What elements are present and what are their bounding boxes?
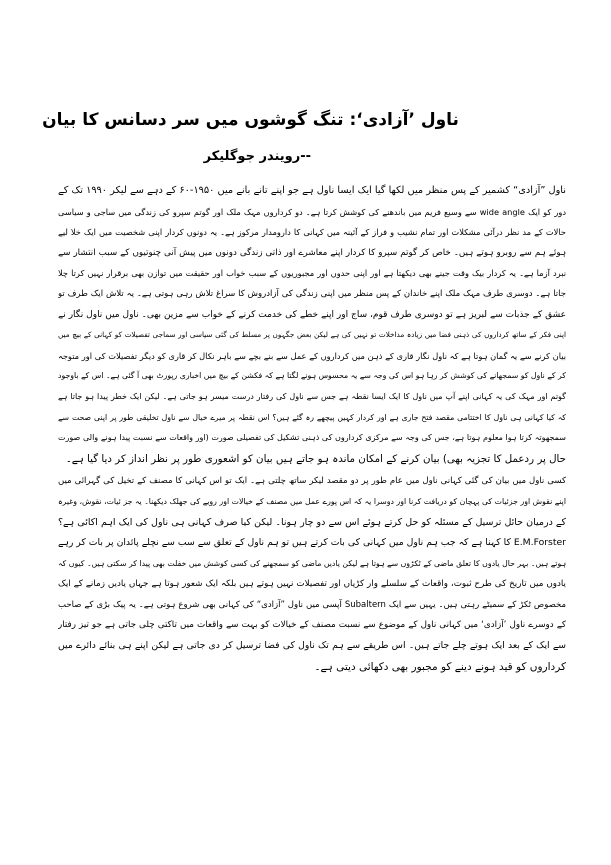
text-line: کسی ناول میں بیان کی گئی کہانی ناول میں عام طور پر دو مقصد لیکر ساتھ چلتی ہے۔ ایک تو اس کہانی کا مصنف کے تخیل کی گہرائی میں [58,476,566,487]
text-line: E.M.Forster کا کہنا ہے کہ جب ہم ناول میں کہانی کی بات کرتے ہیں تو ہم ناول کے تعلق سے سب سے نچلے پائدان پر بات کر رہے [58,537,566,549]
text-line: گوتم اور مہک کی یہ کہانی اپنے آپ میں ناول کا ایک ایسا نقطہ ہے جس سے ناول کی رفتار درست میسر ہو جاتی ہے۔ لیکن ایک خطر پیدا ہو جاتا ہے [58,391,566,401]
document-body [58,181,566,677]
text-line: عشق کے جذبات سے لبریز ہے تو دوسری طرف قوم، ساج اور اپنے خطے کی خدمت کرنے کے خواب سے مزین بھی۔ ناول میں ناول نگار نے [58,309,566,320]
text-line: بیان کرنے سے یہ گمان ہوتا ہے کہ ناول نگار قاری کے ذہن میں کرداروں کے عمل سے بنے بچے سے باہر نکال کر قاری کو دیگر تفصیلات کی اور متوجہ [58,350,566,361]
text-line: سمجھوتہ کرتا ہوا معلوم ہوتا ہے، جس کی وجہ سے مرکزی کرداروں کی ذہنی تشکیل کی تفصیلی صورت (اور واقعات سے نسبت پیدا ہونے والی صورت [58,433,566,443]
author-name: --رویندر جوگلیکر [203,149,311,164]
paragraph [58,471,566,677]
text-line: حالات کے مد نظر درآئی مشکلات اور تمام نشیب و فراز کے آئینہ میں کہانی کا دارومدار مرکوز ہے۔ یہ دونوں کردار اپنی شخصیت میں ایک خلا لیے [58,227,566,238]
text-line: دور کو ایک wide angle سے وسیع فریم میں باندھنے کی کوشش کرتا ہے۔ دو کرداروں مہک ملک اور گوتم سپرو کی زندگی میں ساجی و سیاسی [58,206,566,217]
document-title: ناول ’آزادی‘: تنگ گوشوں میں سر دسانس کا بیان [42,110,459,130]
text-line: کرداروں کو قید ہونے دینے کو مجبور بھی دکھائی دیتی ہے۔ [314,660,566,673]
text-line: مخصوص ٹکڑ کے سمیٹے رہتی ہیں۔ یہیں سے ایک Subaltern آپسی میں ناول ”آزادی“ کی کہانی بھی شروع ہوتی ہے۔ یہ پیک بڑی کے صاحب [58,599,566,610]
paragraph [58,181,566,469]
text-line: اپنے نقوش اور جزئیات کی پہچان کو دریافت کرنا اور دوسرا یہ کہ اس پورے عمل میں مصنف کے خیالات اور رویے کی جھلک دیکھنا۔ یہ جز ئیات، نقوش، وغیرہ [58,496,566,506]
text-line: حال پر ردعمل کا تجزیہ بھی) بیان کرنے کے امکان ماندہ ہو جاتے ہیں بیان کو اشعوری طور پر نظر انداز کر دیا گیا ہے۔ [65,452,566,465]
text-line: ناول ”آزادی“ کشمیر کے پس منظر میں لکھا گیا ایک ایسا ناول ہے جو اپنے تانے بانے میں ۱۹۵۰-۶۰ کے دہے سے لیکر ۱۹۹۰ تک کے [58,185,566,196]
text-line: یادوں میں تاریخ کی طرح ثبوت، واقعات کے سلسلے وار کڑیاں اور تفصیلات نہیں ہوتے ہیں بلکہ ایک شعور ہوتا ہے جہاں یادیں زمانے کے ایک [58,579,566,590]
text-line: ہوئے ہم سے روبرو ہوتے ہیں۔ خاص کر گوتم سپرو کا کردار اپنے معاشرے اور ذاتی زندگی دونوں میں پیش آنی چنوتیوں کے سبب انتشار سے [58,247,566,258]
text-line: جاتا ہے۔ دوسری طرف مہک ملک اپنے خاندان کے پس منظر میں اپنی زندگی کی آزادروش کا سراغ تلاش رہی ہوتی ہے۔ یہ تلاش ایک طرف تو [58,288,566,299]
text-line: ہوتے ہیں۔ بہر حال یادوں کا تعلق ماضی کے ٹکڑوں سے ہوتا ہے لیکن یادیں ماضی کو سمجھنے کی کسی کوشش میں خفلت بھی پیدا کر سکتی ہیں۔ کیوں کہ [58,558,566,568]
text-line: کر کے ناول کو سمجھانے کی کوشش کر رہا ہو اس کی وجہ سے یہ محسوس ہونے لگتا ہے کہ فکشن کے بیچ میں اخباری رپورٹ بھی آ گئی ہے۔ اس کے باوجود [58,371,566,381]
text-line: کہ کیا کہانی ہی ناول کا اختتامی مقصد فتح جاری ہے اور کردار کہیں پیچھے رہ گئے ہیں؟ اس نقطہ پر میرے خیال سے ناول تخلیقی طور پر اپنی صحت سے [58,412,566,422]
text-line: نبرد آزما ہے۔ یہ کردار بیک وقت جینے بھی دیکھتا ہے اور اپنی حدوں اور مجبوریوں کے سبب خواب اور حقیقت میں توازن بھی برقرار نہیں کرتا چلا [58,268,566,279]
text-line: کے دوسرے ناول ’آزادی‘ میں کہانی ناول کے موضوع سے نسبت مصنف کے خیالات کو بہت سے واقعات میں تاکتی چلی جاتی ہے جو تیز رفتار [58,620,566,631]
text-line: سے ایک کے بعد ایک ہوتے چلے جاتے ہیں۔ اس طریقے سے ہم تک ناول کی فضا ترسیل کر دی جاتی ہے لیکن اپنے ہی بنائے دائرے میں [58,640,566,652]
text-line: کے درمیان حائل ترسیل کے مسئلہ کو حل کرتے ہوئے اس سے دو چار ہونا۔ لیکن کیا صرف کہانی ہی ناول کی ایک اہم اکائی ہے؟ [58,516,566,528]
text-line: اپنی فکر کے ساتھ کرداروں کی ذہنی فضا میں زیادہ مداخلات تو نہیں کی ہے لیکن بعض جگہوں پر مسلط کی گئی سیاسی اور سماجی تفصیلات کو کہانی کے بیچ میں [58,330,566,340]
